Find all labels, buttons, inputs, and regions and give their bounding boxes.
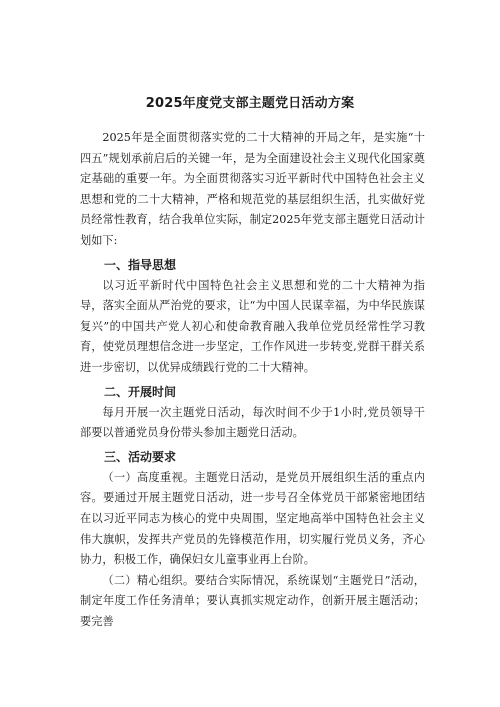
section-heading-schedule: 二、开展时间 — [104, 384, 177, 399]
schedule-paragraph: 每月开展一次主题党日活动，每次时间不少于1小时,党员领导干部要以普通党员身份带头参加主题党日活动。 — [80, 405, 425, 440]
requirement-paragraph-2: （二）精心组织。要结合实际情况，系统谋划“主题党日”活动，制定年度工作任务清单；要认真抓实规定动作，创新开展主题活动；要完善 — [80, 573, 425, 628]
document-body — [80, 128, 425, 632]
section-heading-requirements: 三、活动要求 — [104, 449, 177, 464]
intro-paragraph: 2025年是全面贯彻落实党的二十大精神的开局之年，是实施“十四五”规划承前启后的关键一年，是为全面建设社会主义现代化国家奠定基础的重要一年。为全面贯彻落实习近平新时代中国特色社会主义思想和党的二十大精神，严格和规范党的基层组织生活，扎实做好党员经常性教育，结合我单位实际，制定2025年党支部主题党日活动计划如下: — [80, 131, 425, 247]
document-title: 2025年度党支部主题党日活动方案 — [145, 96, 355, 111]
guiding-ideology-paragraph: 以习近平新时代中国特色社会主义思想和党的二十大精神为指导，落实全面从严治党的要求，让“为中国人民谋幸福，为中华民族谋复兴”的中国共产党人初心和使命教育融入我单位党员经常性学习教育，使党员理想信念进一步坚定，工作作风进一步转变,党群干群关系进一步密切，以优异成绩践行党的二十大精神。 — [80, 278, 425, 374]
section-heading-guiding-ideology: 一、指导思想 — [104, 257, 177, 272]
requirement-paragraph-1: （一）高度重视。主题党日活动，是党员开展组织生活的重点内容。要通过开展主题党日活动，进一步号召全体党员干部紧密地团结在以习近平同志为核心的党中央周围，坚定地高举中国特色社会主义伟大旗帜，发挥共产党员的先锋模范作用，切实履行党员义务，齐心协力，积极工作，确保妇女儿童事业再上台阶。 — [80, 470, 425, 567]
